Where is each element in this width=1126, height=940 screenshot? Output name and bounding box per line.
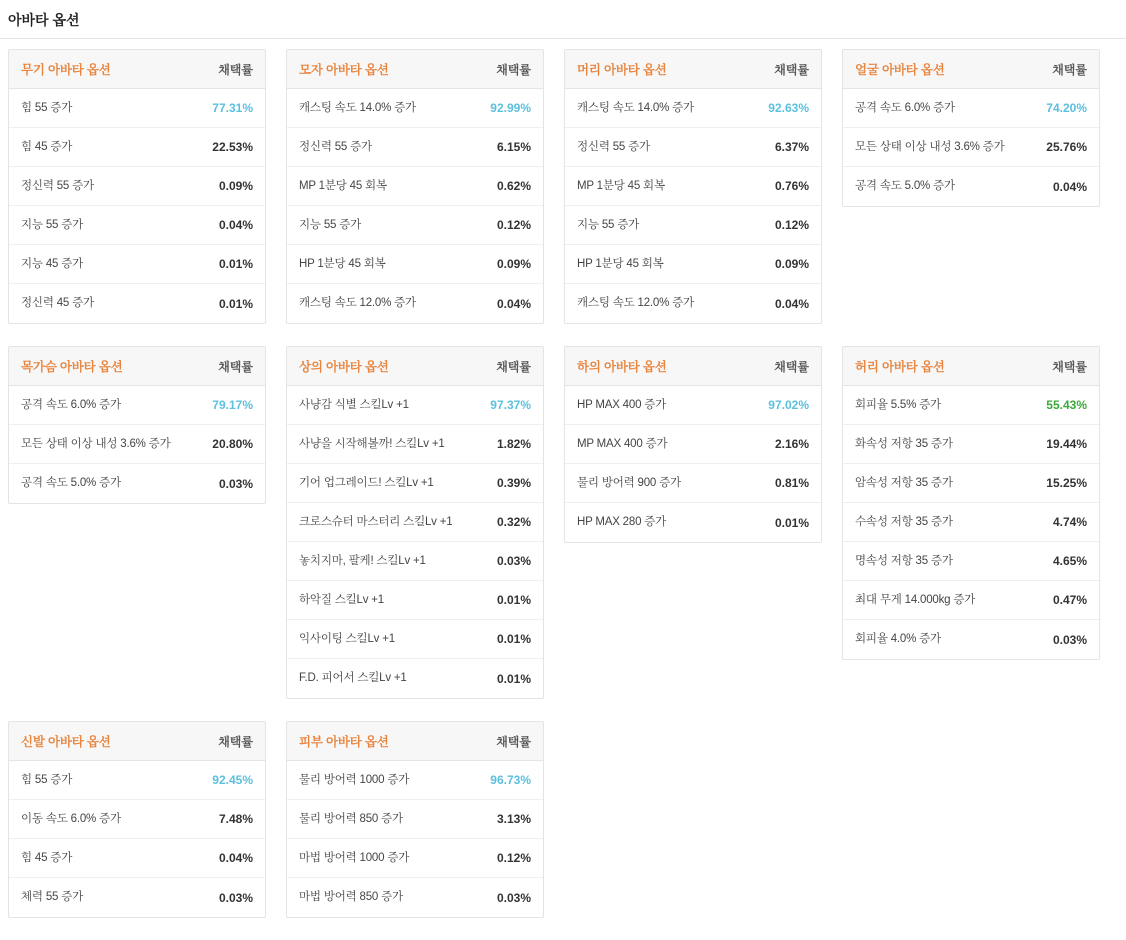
card-title: 피부 아바타 옵션 xyxy=(299,735,389,749)
option-row xyxy=(287,464,543,503)
option-label: 수속성 저항 35 증가 xyxy=(855,515,953,528)
option-rate-value: 0.76% xyxy=(774,179,809,193)
option-row xyxy=(843,620,1099,659)
rate-column-header: 채택률 xyxy=(496,734,531,749)
option-label: 힘 55 증가 xyxy=(21,101,73,114)
option-row xyxy=(287,620,543,659)
option-label: 공격 속도 6.0% 증가 xyxy=(855,101,955,114)
avatar-option-card-cell xyxy=(8,346,286,721)
option-rate-value: 22.53% xyxy=(212,140,253,154)
option-rate-value: 0.03% xyxy=(496,890,531,905)
rate-column-header: 채택률 xyxy=(496,62,531,77)
option-label: 지능 55 증가 xyxy=(21,218,84,231)
option-label: 체력 55 증가 xyxy=(21,891,84,904)
option-label: 공격 속도 5.0% 증가 xyxy=(21,477,121,490)
rate-column-header: 채택률 xyxy=(774,62,809,77)
avatar-option-card xyxy=(564,49,822,324)
option-rate-value: 0.01% xyxy=(218,257,253,271)
avatar-option-card xyxy=(286,49,544,324)
option-row xyxy=(565,464,821,503)
page-title: 아바타 옵션 xyxy=(0,0,1126,39)
avatar-option-card-cell xyxy=(286,721,564,940)
avatar-option-card-cell xyxy=(286,346,564,721)
option-rate-value: 0.09% xyxy=(496,257,531,271)
option-rate-value: 0.12% xyxy=(496,851,531,865)
card-title: 상의 아바타 옵션 xyxy=(299,360,389,374)
option-rate-value: 4.74% xyxy=(1052,515,1087,529)
option-row xyxy=(843,425,1099,464)
option-row xyxy=(287,839,543,878)
option-row xyxy=(843,464,1099,503)
card-title: 신발 아바타 옵션 xyxy=(21,735,111,749)
option-label: 정신력 45 증가 xyxy=(21,297,94,310)
option-label: 이동 속도 6.0% 증가 xyxy=(21,812,121,825)
option-row xyxy=(565,425,821,464)
option-row xyxy=(287,206,543,245)
option-rate-value: 15.25% xyxy=(1046,476,1087,490)
option-rate-value: 0.09% xyxy=(218,179,253,193)
option-label: 정신력 55 증가 xyxy=(577,140,650,153)
avatar-option-card xyxy=(286,721,544,918)
option-rate-value: 0.62% xyxy=(496,179,531,193)
option-label: 회피율 5.5% 증가 xyxy=(855,398,941,411)
option-row xyxy=(287,581,543,620)
option-rate-value: 74.20% xyxy=(1046,101,1087,115)
option-rate-value: 92.45% xyxy=(212,773,253,787)
card-title: 머리 아바타 옵션 xyxy=(577,63,667,77)
option-row xyxy=(287,800,543,839)
option-label: 모든 상태 이상 내성 3.6% 증가 xyxy=(21,437,171,450)
option-rate-value: 79.17% xyxy=(212,398,253,412)
option-label: 화속성 저항 35 증가 xyxy=(855,437,953,450)
option-rate-value: 0.03% xyxy=(1052,632,1087,647)
option-row xyxy=(843,167,1099,206)
avatar-option-card xyxy=(8,721,266,918)
option-label: 물리 방어력 850 증가 xyxy=(299,812,403,825)
option-row xyxy=(287,89,543,128)
option-rate-value: 0.01% xyxy=(496,671,531,686)
avatar-option-card-cell xyxy=(564,346,842,721)
option-label: MP MAX 400 증가 xyxy=(577,437,668,450)
option-label: 캐스팅 속도 14.0% 증가 xyxy=(577,101,694,114)
option-label: 암속성 저항 35 증가 xyxy=(855,476,953,489)
option-row xyxy=(565,503,821,542)
card-title: 모자 아바타 옵션 xyxy=(299,63,389,77)
option-rate-value: 92.63% xyxy=(768,101,809,115)
card-header xyxy=(9,50,265,89)
option-label: MP 1분당 45 회복 xyxy=(299,179,387,192)
rate-column-header: 채택률 xyxy=(218,734,253,749)
option-rate-value: 0.01% xyxy=(218,296,253,311)
option-row xyxy=(9,425,265,464)
option-rate-value: 0.03% xyxy=(218,890,253,905)
option-label: 명속성 저항 35 증가 xyxy=(855,554,953,567)
option-row xyxy=(287,128,543,167)
option-label: 최대 무게 14.000kg 증가 xyxy=(855,593,976,606)
option-rate-value: 92.99% xyxy=(490,101,531,115)
option-label: 회피율 4.0% 증가 xyxy=(855,633,941,646)
option-label: 캐스팅 속도 12.0% 증가 xyxy=(577,297,694,310)
option-rate-value: 6.37% xyxy=(774,140,809,154)
option-rate-value: 0.03% xyxy=(496,554,531,568)
option-row xyxy=(843,128,1099,167)
option-row xyxy=(565,386,821,425)
option-label: 하악질 스킬Lv +1 xyxy=(299,593,384,606)
option-rate-value: 0.39% xyxy=(496,476,531,490)
option-row xyxy=(287,167,543,206)
option-row xyxy=(9,878,265,917)
avatar-option-card xyxy=(564,346,822,543)
option-rate-value: 0.04% xyxy=(1052,179,1087,194)
card-header xyxy=(565,50,821,89)
option-rate-value: 0.12% xyxy=(774,218,809,232)
option-label: 크로스슈터 마스터리 스킬Lv +1 xyxy=(299,515,453,528)
card-header xyxy=(9,347,265,386)
avatar-option-card xyxy=(8,49,266,324)
option-label: 모든 상태 이상 내성 3.6% 증가 xyxy=(855,140,1005,153)
avatar-option-card-cell xyxy=(842,346,1120,721)
card-title: 얼굴 아바타 옵션 xyxy=(855,63,945,77)
option-rate-value: 0.01% xyxy=(496,632,531,646)
option-label: 물리 방어력 900 증가 xyxy=(577,476,681,489)
option-row xyxy=(9,761,265,800)
option-rate-value: 97.02% xyxy=(768,398,809,412)
option-row xyxy=(843,503,1099,542)
option-label: 공격 속도 5.0% 증가 xyxy=(855,180,955,193)
option-label: HP 1분당 45 회복 xyxy=(299,257,386,270)
option-row xyxy=(9,89,265,128)
option-label: 사냥을 시작해볼까! 스킬Lv +1 xyxy=(299,437,445,450)
option-label: 사냥감 식별 스킬Lv +1 xyxy=(299,398,409,411)
option-label: 물리 방어력 1000 증가 xyxy=(299,773,410,786)
option-row xyxy=(9,245,265,284)
option-rate-value: 7.48% xyxy=(218,812,253,826)
card-title: 무기 아바타 옵션 xyxy=(21,63,111,77)
option-row xyxy=(287,245,543,284)
card-header xyxy=(9,722,265,761)
option-label: 힘 45 증가 xyxy=(21,140,73,153)
option-row xyxy=(287,503,543,542)
option-row xyxy=(9,800,265,839)
avatar-option-card-cell xyxy=(842,49,1120,346)
rate-column-header: 채택률 xyxy=(218,359,253,374)
option-rate-value: 0.47% xyxy=(1052,593,1087,607)
option-label: HP MAX 280 증가 xyxy=(577,516,667,529)
option-rate-value: 4.65% xyxy=(1052,554,1087,568)
rate-column-header: 채택률 xyxy=(1052,62,1087,77)
option-label: HP MAX 400 증가 xyxy=(577,398,667,411)
option-rate-value: 3.13% xyxy=(496,812,531,826)
option-rate-value: 0.04% xyxy=(218,218,253,232)
option-row xyxy=(287,761,543,800)
option-rate-value: 0.01% xyxy=(774,515,809,530)
avatar-option-card-cell xyxy=(8,49,286,346)
avatar-option-card-cell xyxy=(8,721,286,940)
option-row xyxy=(9,167,265,206)
option-row xyxy=(9,206,265,245)
option-row xyxy=(843,542,1099,581)
option-rate-value: 96.73% xyxy=(490,773,531,787)
option-label: 익사이팅 스킬Lv +1 xyxy=(299,632,395,645)
card-title: 허리 아바타 옵션 xyxy=(855,360,945,374)
option-rate-value: 1.82% xyxy=(496,437,531,451)
option-row xyxy=(843,581,1099,620)
option-rate-value: 55.43% xyxy=(1046,398,1087,412)
option-row xyxy=(287,386,543,425)
option-rate-value: 20.80% xyxy=(212,437,253,451)
option-row xyxy=(565,284,821,323)
avatar-option-card xyxy=(286,346,544,699)
option-label: 힘 55 증가 xyxy=(21,773,73,786)
option-label: 지능 45 증가 xyxy=(21,257,84,270)
option-label: 마법 방어력 1000 증가 xyxy=(299,851,410,864)
option-row xyxy=(9,464,265,503)
option-label: 지능 55 증가 xyxy=(299,218,362,231)
option-label: 공격 속도 6.0% 증가 xyxy=(21,398,121,411)
option-rate-value: 0.81% xyxy=(774,476,809,490)
card-title: 목가슴 아바타 옵션 xyxy=(21,360,123,374)
option-label: 정신력 55 증가 xyxy=(299,140,372,153)
option-label: 캐스팅 속도 14.0% 증가 xyxy=(299,101,416,114)
card-header xyxy=(843,50,1099,89)
option-label: 정신력 55 증가 xyxy=(21,179,94,192)
card-header xyxy=(287,347,543,386)
avatar-option-card-cell xyxy=(286,49,564,346)
option-rate-value: 97.37% xyxy=(490,398,531,412)
option-row xyxy=(565,167,821,206)
option-label: 캐스팅 속도 12.0% 증가 xyxy=(299,297,416,310)
option-row xyxy=(565,89,821,128)
option-label: 힘 45 증가 xyxy=(21,851,73,864)
option-row xyxy=(287,659,543,698)
card-title: 하의 아바타 옵션 xyxy=(577,360,667,374)
option-rate-value: 0.04% xyxy=(496,296,531,311)
option-label: 기어 업그레이드! 스킬Lv +1 xyxy=(299,476,434,489)
avatar-option-card xyxy=(8,346,266,504)
option-row xyxy=(9,386,265,425)
option-label: HP 1분당 45 회복 xyxy=(577,257,664,270)
option-rate-value: 25.76% xyxy=(1046,140,1087,154)
avatar-option-card-grid xyxy=(0,39,1126,940)
option-row xyxy=(843,386,1099,425)
option-rate-value: 6.15% xyxy=(496,140,531,154)
option-row xyxy=(565,206,821,245)
option-row xyxy=(565,128,821,167)
card-header xyxy=(565,347,821,386)
option-label: F.D. 피어서 스킬Lv +1 xyxy=(299,672,407,685)
rate-column-header: 채택률 xyxy=(1052,359,1087,374)
option-rate-value: 0.01% xyxy=(496,593,531,607)
avatar-option-card xyxy=(842,49,1100,207)
option-row xyxy=(565,245,821,284)
card-header xyxy=(843,347,1099,386)
option-rate-value: 77.31% xyxy=(212,101,253,115)
option-rate-value: 0.04% xyxy=(774,296,809,311)
option-row xyxy=(287,878,543,917)
option-rate-value: 0.32% xyxy=(496,515,531,529)
option-rate-value: 19.44% xyxy=(1046,437,1087,451)
option-label: 마법 방어력 850 증가 xyxy=(299,891,403,904)
option-row xyxy=(287,542,543,581)
option-label: 놓치지마, 팔케! 스킬Lv +1 xyxy=(299,554,426,567)
option-row xyxy=(843,89,1099,128)
option-label: 지능 55 증가 xyxy=(577,218,640,231)
option-row xyxy=(287,425,543,464)
option-rate-value: 0.03% xyxy=(218,476,253,491)
option-rate-value: 0.09% xyxy=(774,257,809,271)
option-rate-value: 2.16% xyxy=(774,437,809,451)
option-label: MP 1분당 45 회복 xyxy=(577,179,665,192)
card-header xyxy=(287,722,543,761)
option-row xyxy=(9,128,265,167)
option-rate-value: 0.12% xyxy=(496,218,531,232)
option-row xyxy=(287,284,543,323)
option-row xyxy=(9,839,265,878)
rate-column-header: 채택률 xyxy=(774,359,809,374)
card-header xyxy=(287,50,543,89)
avatar-option-card-cell xyxy=(564,49,842,346)
rate-column-header: 채택률 xyxy=(496,359,531,374)
option-rate-value: 0.04% xyxy=(218,851,253,865)
rate-column-header: 채택률 xyxy=(218,62,253,77)
avatar-option-card xyxy=(842,346,1100,660)
option-row xyxy=(9,284,265,323)
